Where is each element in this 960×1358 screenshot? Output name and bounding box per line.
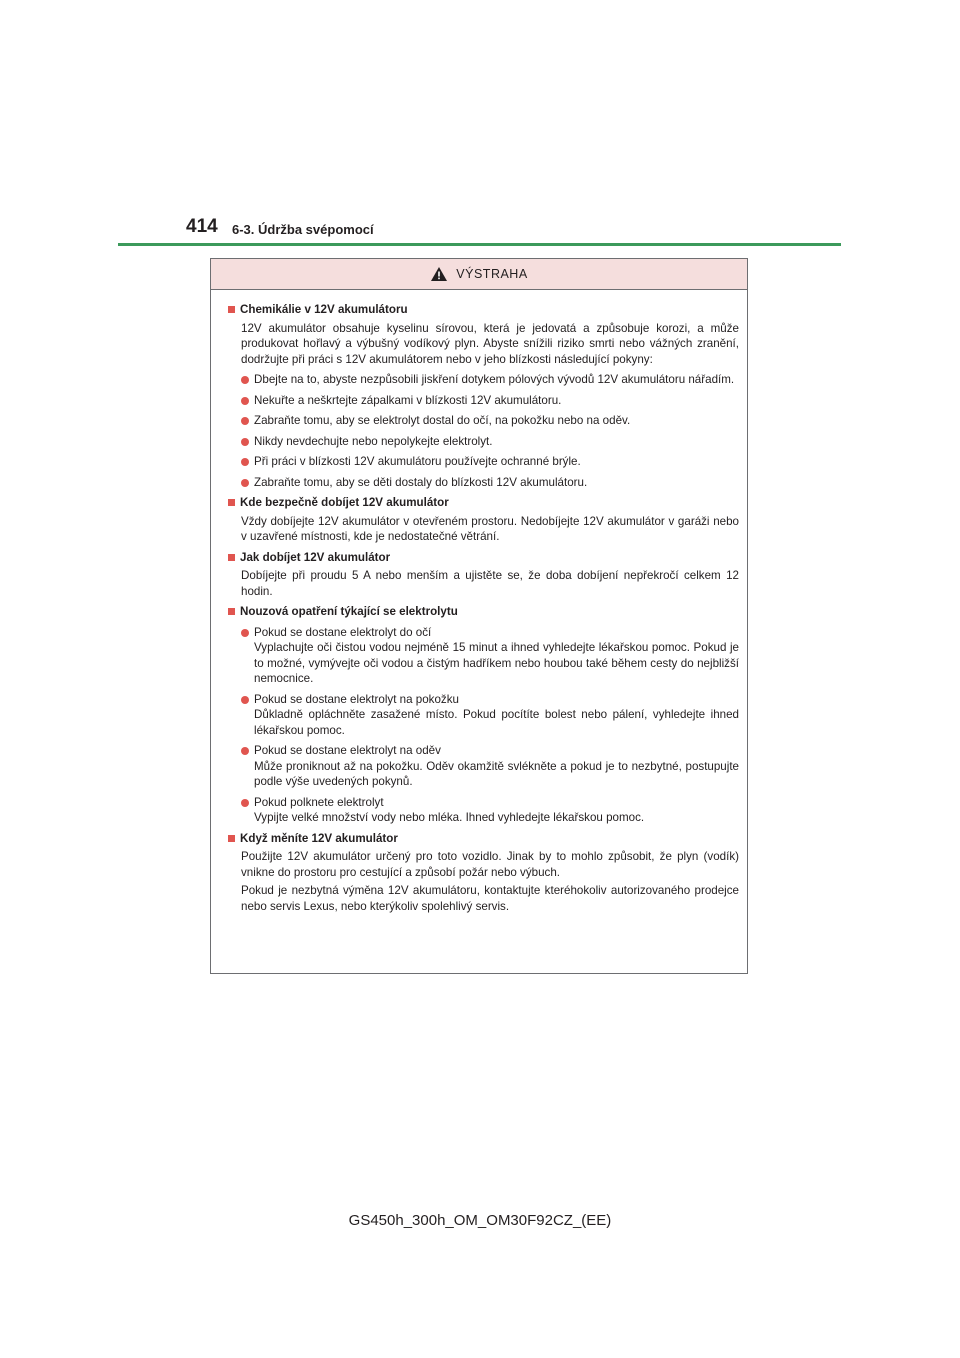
header-rule xyxy=(118,243,841,246)
section-heading-text: Nouzová opatření týkající se elektrolytu xyxy=(240,605,458,618)
warning-header xyxy=(211,259,747,290)
round-bullet-icon xyxy=(241,438,249,446)
bullet-item xyxy=(241,743,739,790)
bullet-text: Dbejte na to, abyste nezpůsobili jiskření dotykem pólových vývodů 12V akumulátoru nářadím. xyxy=(254,373,735,386)
warning-title: VÝSTRAHA xyxy=(456,267,528,281)
square-bullet-icon xyxy=(228,499,235,506)
bullet-text: Zabraňte tomu, aby se děti dostaly do blízkosti 12V akumulátoru. xyxy=(254,475,588,489)
round-bullet-icon xyxy=(241,696,249,704)
bullet-text: Při práci v blízkosti 12V akumulátoru používejte ochranné brýle. xyxy=(254,455,581,468)
bullet-item xyxy=(241,795,739,826)
section-heading-text: Když měníte 12V akumulátor xyxy=(240,831,398,845)
section-paragraph: Použijte 12V akumulátor určený pro toto vozidlo. Jinak by to mohlo způsobit, že plyn (vodík) vnikne do prostoru pro cestující a způsobí požár nebo výbuch. xyxy=(241,850,739,879)
bullet-text: Zabraňte tomu, aby se elektrolyt dostal do očí, na pokožku nebo na oděv. xyxy=(254,414,631,427)
page-number: 414 xyxy=(186,216,218,237)
round-bullet-icon xyxy=(241,458,249,466)
bullet-text: Nikdy nevdechujte nebo nepolykejte elektrolyt. xyxy=(254,434,493,448)
section-heading xyxy=(228,302,739,318)
section-heading-text: Kde bezpečně dobíjet 12V akumulátor xyxy=(240,496,449,509)
round-bullet-icon xyxy=(241,799,249,807)
section-paragraph: Dobíjejte při proudu 5 A nebo menším a ujistěte se, že doba dobíjení nepřekročí celkem 12 hodin. xyxy=(241,569,739,598)
round-bullet-icon xyxy=(241,629,249,637)
section-paragraph: Vždy dobíjejte 12V akumulátor v otevřeném prostoru. Nedobíjejte 12V akumulátor v garáži nebo v uzavřené místnosti, kde je nedostatečné větrání. xyxy=(241,514,739,543)
footer-doc-code: GS450h_300h_OM_OM30F92CZ_(EE) xyxy=(348,1212,612,1229)
warning-body xyxy=(211,290,747,914)
section-heading-text: Jak dobíjet 12V akumulátor xyxy=(240,550,391,564)
bullet-item xyxy=(241,625,739,687)
section-heading xyxy=(228,495,739,511)
section-heading-text: Chemikálie v 12V akumulátoru xyxy=(240,303,408,316)
square-bullet-icon xyxy=(228,608,235,615)
bullet-text xyxy=(254,625,739,687)
round-bullet-icon xyxy=(241,479,249,487)
bullet-title: Pokud se dostane elektrolyt na pokožku xyxy=(254,692,459,706)
bullet-item xyxy=(241,413,739,429)
bullet-text xyxy=(254,692,739,739)
bullet-title: Pokud se dostane elektrolyt na oděv xyxy=(254,744,441,757)
bullet-text xyxy=(254,743,739,790)
bullet-detail: Může proniknout až na pokožku. Oděv okamžitě svlékněte a pokud je to nezbytné, postupujte podle výše uvedených pokynů. xyxy=(254,759,739,788)
bullet-item xyxy=(241,393,739,409)
round-bullet-icon xyxy=(241,376,249,384)
bullet-title: Pokud polknete elektrolyt xyxy=(254,795,384,809)
bullet-detail: Důkladně opláchněte zasažené místo. Pokud pocítíte bolest nebo pálení, vyhledejte ihned lékařskou pomoc. xyxy=(254,708,739,737)
bullet-item xyxy=(241,434,739,450)
bullet-title: Pokud se dostane elektrolyt do očí xyxy=(254,625,432,639)
round-bullet-icon xyxy=(241,747,249,755)
warning-triangle-icon xyxy=(430,266,448,282)
square-bullet-icon xyxy=(228,554,235,561)
section-paragraph: Pokud je nezbytná výměna 12V akumulátoru, kontaktujte kteréhokoliv autorizovaného prodejce nebo servis Lexus, nebo kterýkoliv spolehlivý servis. xyxy=(241,884,739,913)
bullet-item xyxy=(241,372,739,388)
round-bullet-icon xyxy=(241,417,249,425)
warning-box xyxy=(210,258,748,974)
bullet-text xyxy=(254,795,739,826)
bullet-item xyxy=(241,692,739,739)
bullet-detail: Vypijte velké množství vody nebo mléka. Ihned vyhledejte lékařskou pomoc. xyxy=(254,811,645,824)
section-heading xyxy=(228,604,739,620)
bullet-item xyxy=(241,454,739,470)
section-heading xyxy=(228,831,739,847)
square-bullet-icon xyxy=(228,835,235,842)
bullet-detail: Vyplachujte oči čistou vodou nejméně 15 minut a ihned vyhledejte lékařskou pomoc. Pokud je to možné, vymývejte oči vodou a čistým hadříkem nebo houbou také během cesty do nejbližší nemocnice. xyxy=(254,641,739,685)
section-heading xyxy=(228,550,739,566)
section-title: 6-3. Údržba svépomocí xyxy=(232,222,374,237)
round-bullet-icon xyxy=(241,397,249,405)
bullet-text: Nekuřte a neškrtejte zápalkami v blízkosti 12V akumulátoru. xyxy=(254,393,562,407)
square-bullet-icon xyxy=(228,306,235,313)
bullet-item xyxy=(241,475,739,491)
section-paragraph: 12V akumulátor obsahuje kyselinu sírovou, která je jedovatá a způsobuje korozi, a může produkovat hořlavý a výbušný vodíkový plyn. Abyste snížili riziko smrti nebo vážných zranění, dodržujte při práci s 12V akumulátorem nebo v jeho blízkosti následující pokyny: xyxy=(241,321,739,366)
